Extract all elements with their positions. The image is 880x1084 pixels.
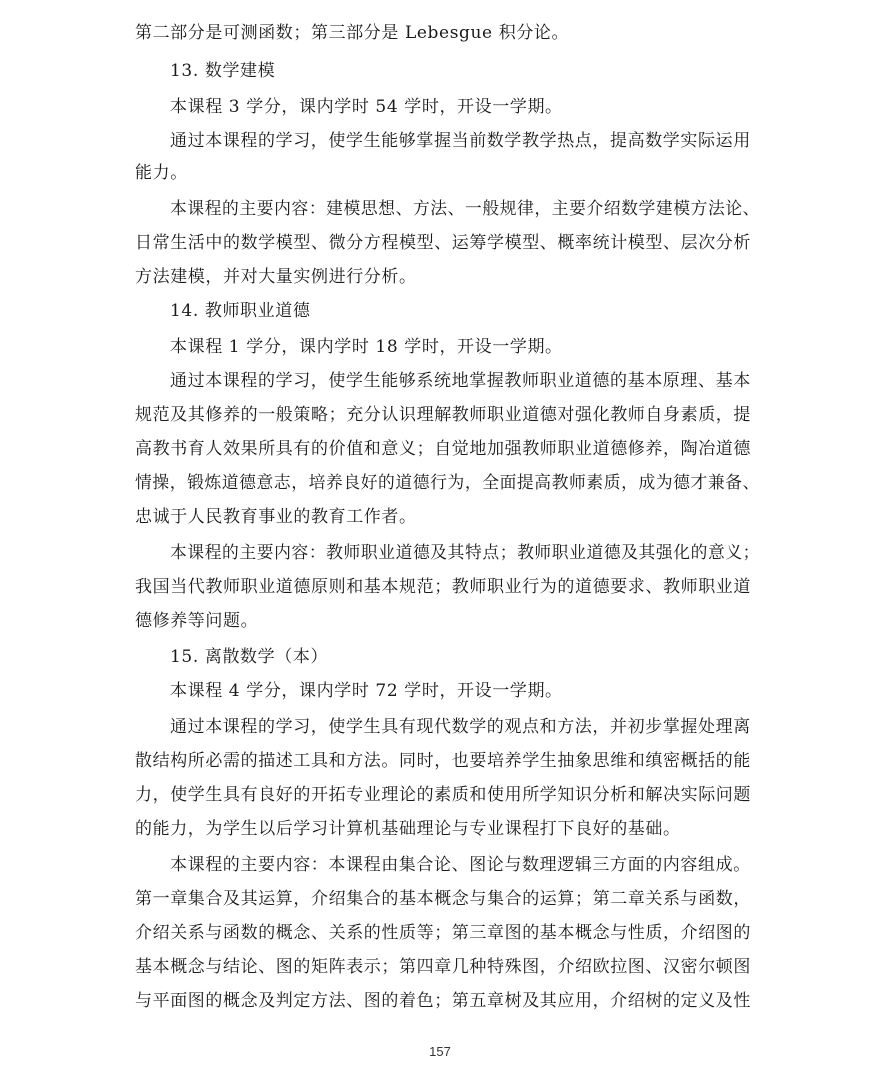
text-line: 通过本课程的学习，使学生能够系统地掌握教师职业道德的基本原理、基本 <box>170 371 751 391</box>
text-line: 本课程的主要内容：教师职业道德及其特点；教师职业道德及其强化的意义； <box>170 543 761 563</box>
text-line: 德修养等问题。 <box>135 611 259 631</box>
section-heading: 14. 教师职业道德 <box>170 301 311 321</box>
text-line: 规范及其修养的一般策略；充分认识理解教师职业道德对强化教师自身素质，提 <box>135 405 751 425</box>
text-line: 通过本课程的学习，使学生具有现代数学的观点和方法，并初步掌握处理离 <box>170 717 751 737</box>
text-line: 忠诚于人民教育事业的教育工作者。 <box>135 507 417 527</box>
text-line: 本课程 1 学分，课内学时 18 学时，开设一学期。 <box>170 337 563 357</box>
text-line: 本课程 3 学分，课内学时 54 学时，开设一学期。 <box>170 97 563 117</box>
section-heading: 13. 数学建模 <box>170 61 276 81</box>
section-heading: 15. 离散数学（本） <box>170 647 329 667</box>
text-line: 的能力，为学生以后学习计算机基础理论与专业课程打下良好的基础。 <box>135 819 681 839</box>
text-line: 高教书育人效果所具有的价值和意义；自觉地加强教师职业道德修养，陶冶道德 <box>135 439 751 459</box>
text-line: 能力。 <box>135 163 188 183</box>
text-line: 散结构所必需的描述工具和方法。同时，也要培养学生抽象思维和缜密概括的能 <box>135 751 751 771</box>
text-line: 本课程 4 学分，课内学时 72 学时，开设一学期。 <box>170 681 563 701</box>
text-line: 通过本课程的学习，使学生能够掌握当前数学教学热点，提高数学实际运用 <box>170 131 751 151</box>
text-line: 日常生活中的数学模型、微分方程模型、运筹学模型、概率统计模型、层次分析 <box>135 233 751 253</box>
text-line: 情操，锻炼道德意志，培养良好的道德行为，全面提高教师素质，成为德才兼备、 <box>135 473 760 493</box>
text-line: 基本概念与结论、图的矩阵表示；第四章几种特殊图，介绍欧拉图、汉密尔顿图 <box>135 957 751 977</box>
text-line: 第一章集合及其运算，介绍集合的基本概念与集合的运算；第二章关系与函数， <box>135 889 751 909</box>
text-line: 第二部分是可测函数；第三部分是 Lebesgue 积分论。 <box>135 23 570 43</box>
text-line: 本课程的主要内容：本课程由集合论、图论与数理逻辑三方面的内容组成。 <box>170 855 751 875</box>
page-number: 157 <box>429 1044 451 1059</box>
text-line: 介绍关系与函数的概念、关系的性质等；第三章图的基本概念与性质，介绍图的 <box>135 923 751 943</box>
text-line: 与平面图的概念及判定方法、图的着色；第五章树及其应用，介绍树的定义及性 <box>135 991 751 1011</box>
text-line: 本课程的主要内容：建模思想、方法、一般规律，主要介绍数学建模方法论、 <box>170 199 761 219</box>
text-line: 我国当代教师职业道德原则和基本规范；教师职业行为的道德要求、教师职业道 <box>135 577 751 597</box>
text-line: 力，使学生具有良好的开拓专业理论的素质和使用所学知识分析和解决实际问题 <box>135 785 751 805</box>
text-line: 方法建模，并对大量实例进行分析。 <box>135 267 417 287</box>
